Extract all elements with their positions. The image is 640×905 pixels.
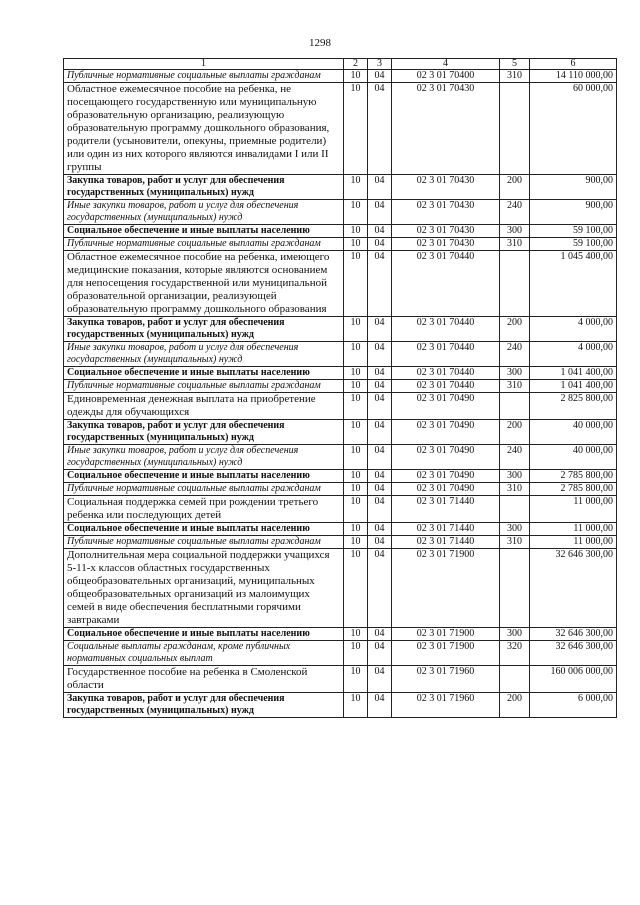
row-amount: 11 000,00	[530, 496, 617, 523]
row-amount: 1 041 400,00	[530, 380, 617, 393]
row-amount: 32 646 300,00	[530, 549, 617, 628]
row-description: Иные закупки товаров, работ и услуг для обеспечения государственных (муниципальных) нужд	[64, 200, 344, 225]
budget-table	[63, 58, 617, 718]
row-description: Публичные нормативные социальные выплаты гражданам	[64, 238, 344, 251]
row-target-code: 02 3 01 70490	[392, 420, 500, 445]
row-expense-type: 200	[500, 175, 530, 200]
table-row	[64, 445, 617, 470]
row-target-code: 02 3 01 71960	[392, 666, 500, 693]
row-description: Областное ежемесячное пособие на ребенка, имеющего медицинские показания, которые являются основанием для непосещения государственной или муниципальной образовательной организации, реализующей образовательную программу дошкольного образования	[64, 251, 344, 317]
row-target-code: 02 3 01 71900	[392, 549, 500, 628]
row-expense-type	[500, 393, 530, 420]
row-description: Иные закупки товаров, работ и услуг для обеспечения государственных (муниципальных) нужд	[64, 445, 344, 470]
row-subsection: 04	[368, 317, 392, 342]
row-expense-type: 310	[500, 380, 530, 393]
row-section: 10	[344, 523, 368, 536]
row-description: Публичные нормативные социальные выплаты гражданам	[64, 536, 344, 549]
table-row	[64, 70, 617, 83]
row-description: Закупка товаров, работ и услуг для обеспечения государственных (муниципальных) нужд	[64, 693, 344, 718]
table-row	[64, 238, 617, 251]
table-row	[64, 200, 617, 225]
table-row	[64, 420, 617, 445]
row-expense-type	[500, 83, 530, 175]
row-description: Государственное пособие на ребенка в Смоленской области	[64, 666, 344, 693]
row-section: 10	[344, 483, 368, 496]
row-expense-type: 240	[500, 445, 530, 470]
table-row	[64, 483, 617, 496]
table-row	[64, 175, 617, 200]
row-target-code: 02 3 01 70430	[392, 238, 500, 251]
row-description: Закупка товаров, работ и услуг для обеспечения государственных (муниципальных) нужд	[64, 175, 344, 200]
row-subsection: 04	[368, 175, 392, 200]
table-row	[64, 251, 617, 317]
row-expense-type: 200	[500, 693, 530, 718]
row-subsection: 04	[368, 536, 392, 549]
row-amount: 59 100,00	[530, 238, 617, 251]
row-target-code: 02 3 01 70430	[392, 200, 500, 225]
row-section: 10	[344, 496, 368, 523]
row-target-code: 02 3 01 70440	[392, 317, 500, 342]
row-subsection: 04	[368, 549, 392, 628]
row-section: 10	[344, 445, 368, 470]
table-row	[64, 641, 617, 666]
row-subsection: 04	[368, 483, 392, 496]
row-section: 10	[344, 251, 368, 317]
header-cell: 1	[64, 59, 344, 70]
row-amount: 1 041 400,00	[530, 367, 617, 380]
row-amount: 11 000,00	[530, 536, 617, 549]
row-description: Дополнительная мера социальной поддержки учащихся 5-11-х классов областных государственных общеобразовательных организаций, муниципальных общеобразовательных организаций из малоимущих семей в виде обеспечения бесплатными горячими завтраками	[64, 549, 344, 628]
row-description: Единовременная денежная выплата на приобретение одежды для обучающихся	[64, 393, 344, 420]
row-amount: 59 100,00	[530, 225, 617, 238]
row-amount: 2 785 800,00	[530, 470, 617, 483]
row-description: Социальное обеспечение и иные выплаты населению	[64, 628, 344, 641]
table-row	[64, 342, 617, 367]
row-description: Социальная поддержка семей при рождении третьего ребенка или последующих детей	[64, 496, 344, 523]
row-amount: 4 000,00	[530, 342, 617, 367]
row-target-code: 02 3 01 70430	[392, 83, 500, 175]
row-description: Публичные нормативные социальные выплаты гражданам	[64, 380, 344, 393]
row-target-code: 02 3 01 71440	[392, 496, 500, 523]
row-section: 10	[344, 536, 368, 549]
row-section: 10	[344, 200, 368, 225]
row-target-code: 02 3 01 70430	[392, 225, 500, 238]
row-amount: 32 646 300,00	[530, 628, 617, 641]
row-subsection: 04	[368, 251, 392, 317]
row-description: Социальное обеспечение и иные выплаты населению	[64, 225, 344, 238]
row-section: 10	[344, 367, 368, 380]
row-target-code: 02 3 01 70440	[392, 367, 500, 380]
row-section: 10	[344, 549, 368, 628]
row-section: 10	[344, 175, 368, 200]
row-target-code: 02 3 01 71440	[392, 523, 500, 536]
row-target-code: 02 3 01 70490	[392, 483, 500, 496]
row-subsection: 04	[368, 367, 392, 380]
row-section: 10	[344, 693, 368, 718]
table-row	[64, 380, 617, 393]
row-section: 10	[344, 641, 368, 666]
row-description: Закупка товаров, работ и услуг для обеспечения государственных (муниципальных) нужд	[64, 420, 344, 445]
row-target-code: 02 3 01 70430	[392, 175, 500, 200]
row-amount: 2 785 800,00	[530, 483, 617, 496]
row-expense-type	[500, 496, 530, 523]
row-description: Иные закупки товаров, работ и услуг для обеспечения государственных (муниципальных) нужд	[64, 342, 344, 367]
row-subsection: 04	[368, 420, 392, 445]
row-subsection: 04	[368, 380, 392, 393]
row-subsection: 04	[368, 470, 392, 483]
row-target-code: 02 3 01 71900	[392, 641, 500, 666]
row-section: 10	[344, 70, 368, 83]
row-section: 10	[344, 317, 368, 342]
row-section: 10	[344, 393, 368, 420]
row-subsection: 04	[368, 523, 392, 536]
table-row	[64, 628, 617, 641]
row-amount: 4 000,00	[530, 317, 617, 342]
row-target-code: 02 3 01 70400	[392, 70, 500, 83]
header-cell: 3	[368, 59, 392, 70]
table-row	[64, 393, 617, 420]
row-section: 10	[344, 225, 368, 238]
row-expense-type: 240	[500, 342, 530, 367]
row-description: Областное ежемесячное пособие на ребенка, не посещающего государственную или муниципальную образовательную организацию, реализующую образовательную программу дошкольного образования, родители (усыновители, опекуны, приемные родители) или один из них которого являются инвалидами I или II группы	[64, 83, 344, 175]
row-description: Социальные выплаты гражданам, кроме публичных нормативных социальных выплат	[64, 641, 344, 666]
row-target-code: 02 3 01 71960	[392, 693, 500, 718]
row-expense-type: 310	[500, 70, 530, 83]
row-target-code: 02 3 01 70490	[392, 445, 500, 470]
row-subsection: 04	[368, 666, 392, 693]
row-amount: 40 000,00	[530, 420, 617, 445]
row-amount: 60 000,00	[530, 83, 617, 175]
row-amount: 32 646 300,00	[530, 641, 617, 666]
row-target-code: 02 3 01 71440	[392, 536, 500, 549]
row-description: Социальное обеспечение и иные выплаты населению	[64, 523, 344, 536]
row-section: 10	[344, 83, 368, 175]
row-subsection: 04	[368, 496, 392, 523]
header-cell: 5	[500, 59, 530, 70]
row-subsection: 04	[368, 70, 392, 83]
row-section: 10	[344, 380, 368, 393]
row-subsection: 04	[368, 693, 392, 718]
row-amount: 160 006 000,00	[530, 666, 617, 693]
row-expense-type: 200	[500, 420, 530, 445]
row-expense-type: 300	[500, 523, 530, 536]
row-expense-type	[500, 666, 530, 693]
table-row	[64, 317, 617, 342]
row-expense-type	[500, 549, 530, 628]
row-subsection: 04	[368, 641, 392, 666]
row-expense-type: 240	[500, 200, 530, 225]
row-amount: 900,00	[530, 175, 617, 200]
row-target-code: 02 3 01 70490	[392, 393, 500, 420]
row-expense-type: 300	[500, 628, 530, 641]
table-row	[64, 225, 617, 238]
row-target-code: 02 3 01 71900	[392, 628, 500, 641]
row-expense-type	[500, 251, 530, 317]
table-row	[64, 549, 617, 628]
row-description: Социальное обеспечение и иные выплаты населению	[64, 367, 344, 380]
table-row	[64, 666, 617, 693]
row-description: Социальное обеспечение и иные выплаты населению	[64, 470, 344, 483]
row-description: Закупка товаров, работ и услуг для обеспечения государственных (муниципальных) нужд	[64, 317, 344, 342]
row-subsection: 04	[368, 238, 392, 251]
row-subsection: 04	[368, 628, 392, 641]
row-subsection: 04	[368, 445, 392, 470]
row-section: 10	[344, 238, 368, 251]
row-target-code: 02 3 01 70440	[392, 251, 500, 317]
row-section: 10	[344, 666, 368, 693]
row-amount: 1 045 400,00	[530, 251, 617, 317]
row-subsection: 04	[368, 342, 392, 367]
table-row	[64, 496, 617, 523]
row-expense-type: 310	[500, 483, 530, 496]
table-row	[64, 470, 617, 483]
header-cell: 6	[530, 59, 617, 70]
row-target-code: 02 3 01 70440	[392, 342, 500, 367]
row-description: Публичные нормативные социальные выплаты гражданам	[64, 483, 344, 496]
row-expense-type: 300	[500, 470, 530, 483]
table-row	[64, 367, 617, 380]
row-expense-type: 200	[500, 317, 530, 342]
row-subsection: 04	[368, 393, 392, 420]
row-amount: 6 000,00	[530, 693, 617, 718]
row-expense-type: 320	[500, 641, 530, 666]
table-row	[64, 536, 617, 549]
header-cell: 4	[392, 59, 500, 70]
row-description: Публичные нормативные социальные выплаты гражданам	[64, 70, 344, 83]
row-section: 10	[344, 342, 368, 367]
row-section: 10	[344, 420, 368, 445]
row-expense-type: 310	[500, 536, 530, 549]
row-amount: 14 110 000,00	[530, 70, 617, 83]
row-section: 10	[344, 470, 368, 483]
row-expense-type: 310	[500, 238, 530, 251]
row-subsection: 04	[368, 225, 392, 238]
row-expense-type: 300	[500, 225, 530, 238]
row-amount: 11 000,00	[530, 523, 617, 536]
row-target-code: 02 3 01 70490	[392, 470, 500, 483]
page-number: 1298	[309, 37, 331, 49]
table-row	[64, 693, 617, 718]
row-amount: 40 000,00	[530, 445, 617, 470]
table-row	[64, 523, 617, 536]
table-row	[64, 83, 617, 175]
row-amount: 900,00	[530, 200, 617, 225]
row-target-code: 02 3 01 70440	[392, 380, 500, 393]
row-subsection: 04	[368, 200, 392, 225]
row-expense-type: 300	[500, 367, 530, 380]
row-subsection: 04	[368, 83, 392, 175]
row-amount: 2 825 800,00	[530, 393, 617, 420]
row-section: 10	[344, 628, 368, 641]
header-cell: 2	[344, 59, 368, 70]
header-row	[64, 59, 617, 70]
